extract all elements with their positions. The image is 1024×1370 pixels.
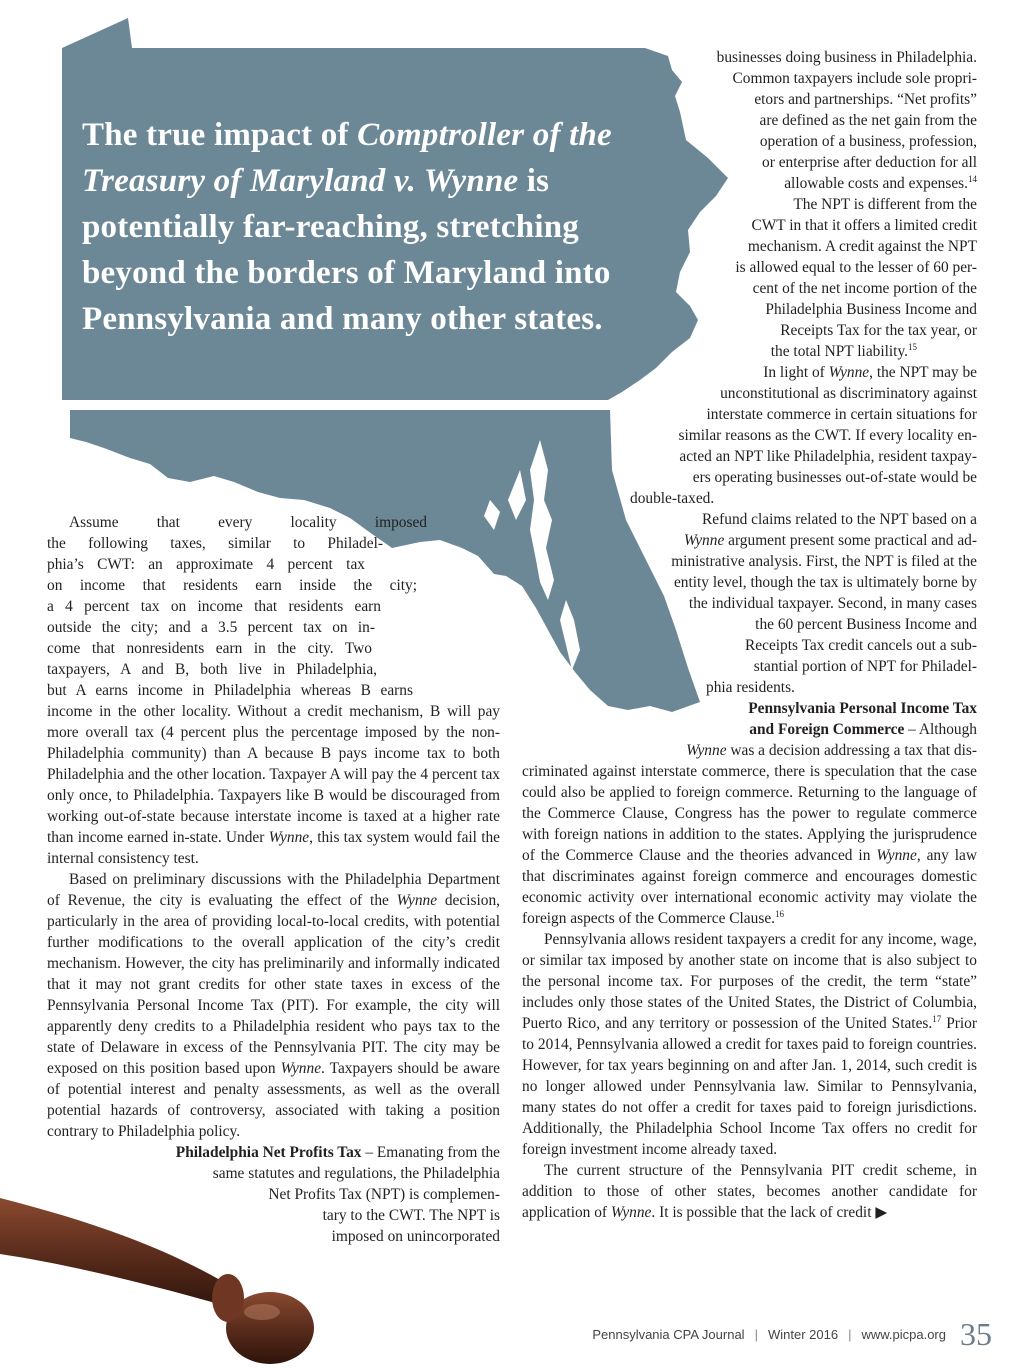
text-run: – Although xyxy=(904,721,977,738)
left-wrap-lines xyxy=(47,512,427,701)
text-run: , this tax system would fail the internal consistency test. xyxy=(47,829,500,867)
page-number: 35 xyxy=(960,1316,992,1352)
case-name: Wynne xyxy=(686,742,727,759)
case-name: Wynne xyxy=(610,1204,652,1221)
case-name: Wynne xyxy=(280,1060,322,1077)
text-run: income in the other locality. Without a credit mechanism, B will pay more overall tax (4 percent plus the percentage imposed by the non-Philadelphia community) than A because B pays income tax to both Philadelphia and the other location. Taxpayer A will pay the 4 percent tax only once, to Philadelphia. Taxpayers like B would be discouraged from working out-of-state because interstate income is taxed at a higher rate than income earned in-state. Under xyxy=(47,703,500,846)
issue-date: Winter 2016 xyxy=(767,1327,839,1342)
body-line: Receipts Tax for the tax year, or xyxy=(780,322,977,339)
body-line: on income that residents earn inside the city; xyxy=(47,577,417,594)
gavel-highlight xyxy=(244,1304,280,1320)
body-line: mechanism. A credit against the NPT xyxy=(747,238,977,255)
footer-separator: | xyxy=(754,1327,758,1342)
text-run: – Emanating from the xyxy=(361,1144,500,1161)
subheading-line xyxy=(522,719,977,740)
footer-separator: | xyxy=(848,1327,852,1342)
body-line: phia residents. xyxy=(706,679,795,696)
body-line: operation of a business, profession, xyxy=(759,133,977,150)
body-line xyxy=(522,341,977,362)
body-line: phia’s CWT: an approximate 4 percent tax xyxy=(47,556,365,573)
body-line: Net Profits Tax (NPT) is complemen- xyxy=(268,1186,500,1203)
text-run: The current structure of the Pennsylvania PIT credit scheme, in addition to those of other states, becomes another candidate for application of xyxy=(522,1162,977,1221)
footnote-ref: 16 xyxy=(775,908,785,919)
case-name: Wynne xyxy=(396,892,438,909)
body-line: unconstitutional as discriminatory against xyxy=(720,385,977,402)
section-heading: Philadelphia Net Profits Tax xyxy=(175,1144,362,1161)
body-line: the individual taxpayer. Second, in many cases xyxy=(688,595,977,612)
body-paragraph xyxy=(47,869,500,1142)
body-line: ministrative analysis. First, the NPT is filed at the xyxy=(671,553,977,570)
text-run: Based on preliminary discussions with the Philadelphia Department of Revenue, the city is evaluating the effect of the xyxy=(47,871,500,909)
text-run: Prior to 2014, Pennsylvania allowed a credit for taxes paid to foreign countries. However, for tax years beginning on and after Jan. 1, 2014, such credit is no longer allowed under Pennsylvania law. Similar to Pennsylvania, many states do not offer a credit for taxes paid to foreign jurisdictions. Additionally, the Philadelphia School Income Tax offers no credit for foreign investment income already taxed. xyxy=(522,1015,977,1158)
body-line: stantial portion of NPT for Philadel- xyxy=(753,658,977,675)
body-line: a 4 percent tax on income that residents earn xyxy=(47,598,381,615)
text-run: , the NPT may be xyxy=(869,364,977,381)
body-line xyxy=(522,740,977,761)
pull-quote-case-name: Comptroller of the Treasury of Maryland v. Wynne xyxy=(82,117,612,199)
body-line: Common taxpayers include sole propri- xyxy=(732,70,977,87)
body-paragraph xyxy=(522,761,977,929)
body-line: Assume that every locality imposed xyxy=(69,514,427,531)
pull-quote-text-start: The true impact of xyxy=(82,117,358,153)
body-line: CWT in that it offers a limited credit xyxy=(751,217,977,234)
case-name: Wynne xyxy=(828,364,870,381)
gavel-handle xyxy=(0,1198,240,1310)
body-line: are defined as the net gain from the xyxy=(759,112,977,129)
body-paragraph xyxy=(47,701,500,869)
body-line: entity level, though the tax is ultimately borne by xyxy=(673,574,977,591)
body-line: is allowed equal to the lesser of 60 per- xyxy=(735,259,977,276)
text-run: , any law that discriminates against foreign commerce and encourages domestic economic activity over international economic activity may violate the foreign aspects of the Commerce Clause. xyxy=(522,847,977,927)
body-line: the 60 percent Business Income and xyxy=(755,616,977,633)
body-line: the following taxes, similar to Philadel- xyxy=(47,535,383,552)
journal-name: Pennsylvania CPA Journal xyxy=(592,1327,745,1342)
gavel-collar xyxy=(212,1274,244,1322)
body-line: outside the city; and a 3.5 percent tax on in- xyxy=(47,619,375,636)
body-line: same statutes and regulations, the Philadelphia xyxy=(212,1165,500,1182)
body-line xyxy=(522,173,977,194)
body-line: Receipts Tax credit cancels out a sub- xyxy=(745,637,977,654)
body-line: come that nonresidents earn in the city. Two xyxy=(47,640,372,657)
text-run: . It is possible that the lack of credit xyxy=(651,1204,872,1221)
body-line: imposed on unincorporated xyxy=(331,1228,500,1245)
body-line: cent of the net income portion of the xyxy=(752,280,977,297)
body-line: or enterprise after deduction for all xyxy=(762,154,977,171)
text-run: . Taxpayers should be aware of potential interest and penalty assessments, as well as the overall potential hazards of controversy, associated with taking a position contrary to Philadelphia policy. xyxy=(47,1060,500,1140)
body-line xyxy=(522,530,977,551)
continue-arrow-icon: ▶ xyxy=(875,1204,888,1221)
text-run: decision, particularly in the area of providing local-to-local credits, with potential further modifications to the overall application of the city’s credit mechanism. However, the city has preliminarily and informally indicated that it may not grant credits for other state taxes in excess of the Pennsylvania Personal Income Tax (PIT). For example, the city will apparently deny credits to a Philadelphia resident who pays tax to the state of Delaware in excess of the Pennsylvania PIT. The city may be exposed on this position based upon xyxy=(47,892,500,1077)
body-line: taxpayers, A and B, both live in Philadelphia, xyxy=(47,661,377,678)
website-link[interactable]: www.picpa.org xyxy=(861,1327,946,1342)
body-line: interstate commerce in certain situations for xyxy=(706,406,977,423)
section-heading: and Foreign Commerce xyxy=(749,721,905,738)
right-column xyxy=(522,47,977,1223)
footnote-ref: 17 xyxy=(932,1013,942,1024)
body-paragraph xyxy=(522,929,977,1160)
gavel-illustration xyxy=(0,1170,320,1370)
footnote-ref: 14 xyxy=(968,173,977,184)
page-footer xyxy=(592,1316,992,1353)
body-paragraph xyxy=(522,1160,977,1223)
body-line xyxy=(522,362,977,383)
body-line: double-taxed. xyxy=(630,490,715,507)
text-run: was a decision addressing a tax that dis- xyxy=(726,742,977,759)
section-heading: Pennsylvania Personal Income Tax xyxy=(748,700,977,717)
body-line: but A earns income in Philadelphia whereas B earns xyxy=(47,682,413,699)
body-line: ers operating businesses out-of-state would be xyxy=(692,469,977,486)
text-run: argument present some practical and ad- xyxy=(724,532,977,549)
text-run: In light of xyxy=(763,364,829,381)
text-run: the total NPT liability. xyxy=(770,343,908,360)
body-line: tary to the CWT. The NPT is xyxy=(322,1207,500,1224)
case-name: Wynne xyxy=(268,829,310,846)
text-run: Pennsylvania allows resident taxpayers a credit for any income, wage, or similar tax imposed by another state on income that is also subject to the personal income tax. For purposes of the credit, the term “state” includes only those states of the United States, the District of Columbia, Puerto Rico, and any territory or possession of the United States. xyxy=(522,931,977,1032)
body-line: Philadelphia Business Income and xyxy=(765,301,977,318)
body-line: businesses doing business in Philadelphia. xyxy=(716,49,977,66)
text-run: allowable costs and expenses. xyxy=(784,175,968,192)
body-line: acted an NPT like Philadelphia, resident taxpay- xyxy=(679,448,977,465)
body-line: etors and partnerships. “Net profits” xyxy=(754,91,977,108)
left-column xyxy=(47,512,500,1247)
footnote-ref: 15 xyxy=(908,341,917,352)
pull-quote-text-end: is potentially far-reaching, stretching beyond the borders of Maryland into Pennsylvania and many other states. xyxy=(82,163,611,337)
body-line: similar reasons as the CWT. If every locality en- xyxy=(678,427,977,444)
case-name: Wynne xyxy=(876,847,917,864)
body-line: Refund claims related to the NPT based on a xyxy=(702,511,977,528)
case-name: Wynne xyxy=(683,532,725,549)
body-line: The NPT is different from the xyxy=(793,196,977,213)
text-run: criminated against interstate commerce, there is speculation that the case could also be applied to foreign commerce. Returning to the language of the Commerce Clause, Congress has the power to regulate commerce with foreign nations in addition to the states. Applying the jurisprudence of the Commerce Clause and the theories advanced in xyxy=(522,763,977,864)
subheading-line xyxy=(47,1142,500,1163)
